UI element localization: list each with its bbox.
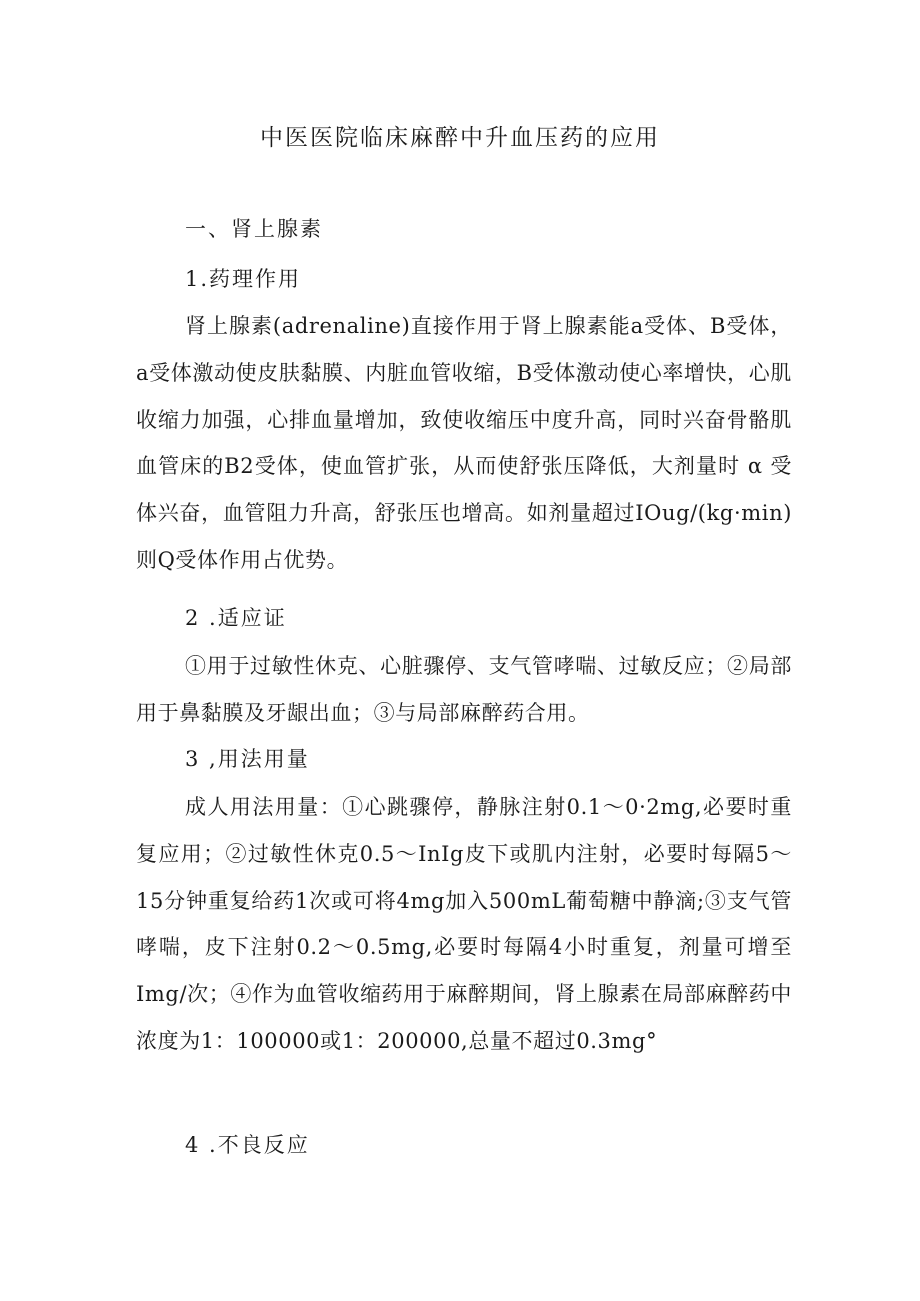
paragraph-indications: ①用于过敏性休克、心脏骤停、支气管哮喘、过敏反应；②局部用于鼻黏膜及牙龈出血；③与局部麻醉药合用。 <box>136 654 792 725</box>
paragraph-dosage: 成人用法用量：①心跳骤停，静脉注射0.1～0·2mg,必要时重复应用；②过敏性休克0.5～InIg皮下或肌内注射，必要时每隔5～15分钟重复给药1次或可将4mg加入500mL葡萄糖中静滴;③支气管哮喘，皮下注射0.2～0.5mg,必要时每隔4小时重复，剂量可增至Img/次；④作为血管收缩药用于麻醉期间，肾上腺素在局部麻醉药中浓度为1：100000或1：200000,总量不超过0.3mg° <box>136 795 792 1053</box>
section-heading-adrenaline: 一、肾上腺素 <box>185 217 323 241</box>
subheading-pharmacology: 1.药理作用 <box>185 267 302 291</box>
subheading-adverse-reactions: 4 .不良反应 <box>185 1133 310 1157</box>
paragraph-pharmacology: 肾上腺素(adrenaline)直接作用于肾上腺素能a受体、B受体，a受体激动使皮肤黏膜、内脏血管收缩，B受体激动使心率增快，心肌收缩力加强，心排血量增加，致使收缩压中度升高，同时兴奋骨骼肌血管床的B2受体，使血管扩张，从而使舒张压降低，大剂量时 α 受体兴奋，血管阻力升高，舒张压也增高。如剂量超过IOug/(kg·min)则Q受体作用占优势。 <box>136 314 792 572</box>
subheading-indications: 2 .适应证 <box>185 606 287 630</box>
document-title: 中医医院临床麻醉中升血压药的应用 <box>260 125 660 151</box>
subheading-dosage: 3 ,用法用量 <box>185 747 310 771</box>
